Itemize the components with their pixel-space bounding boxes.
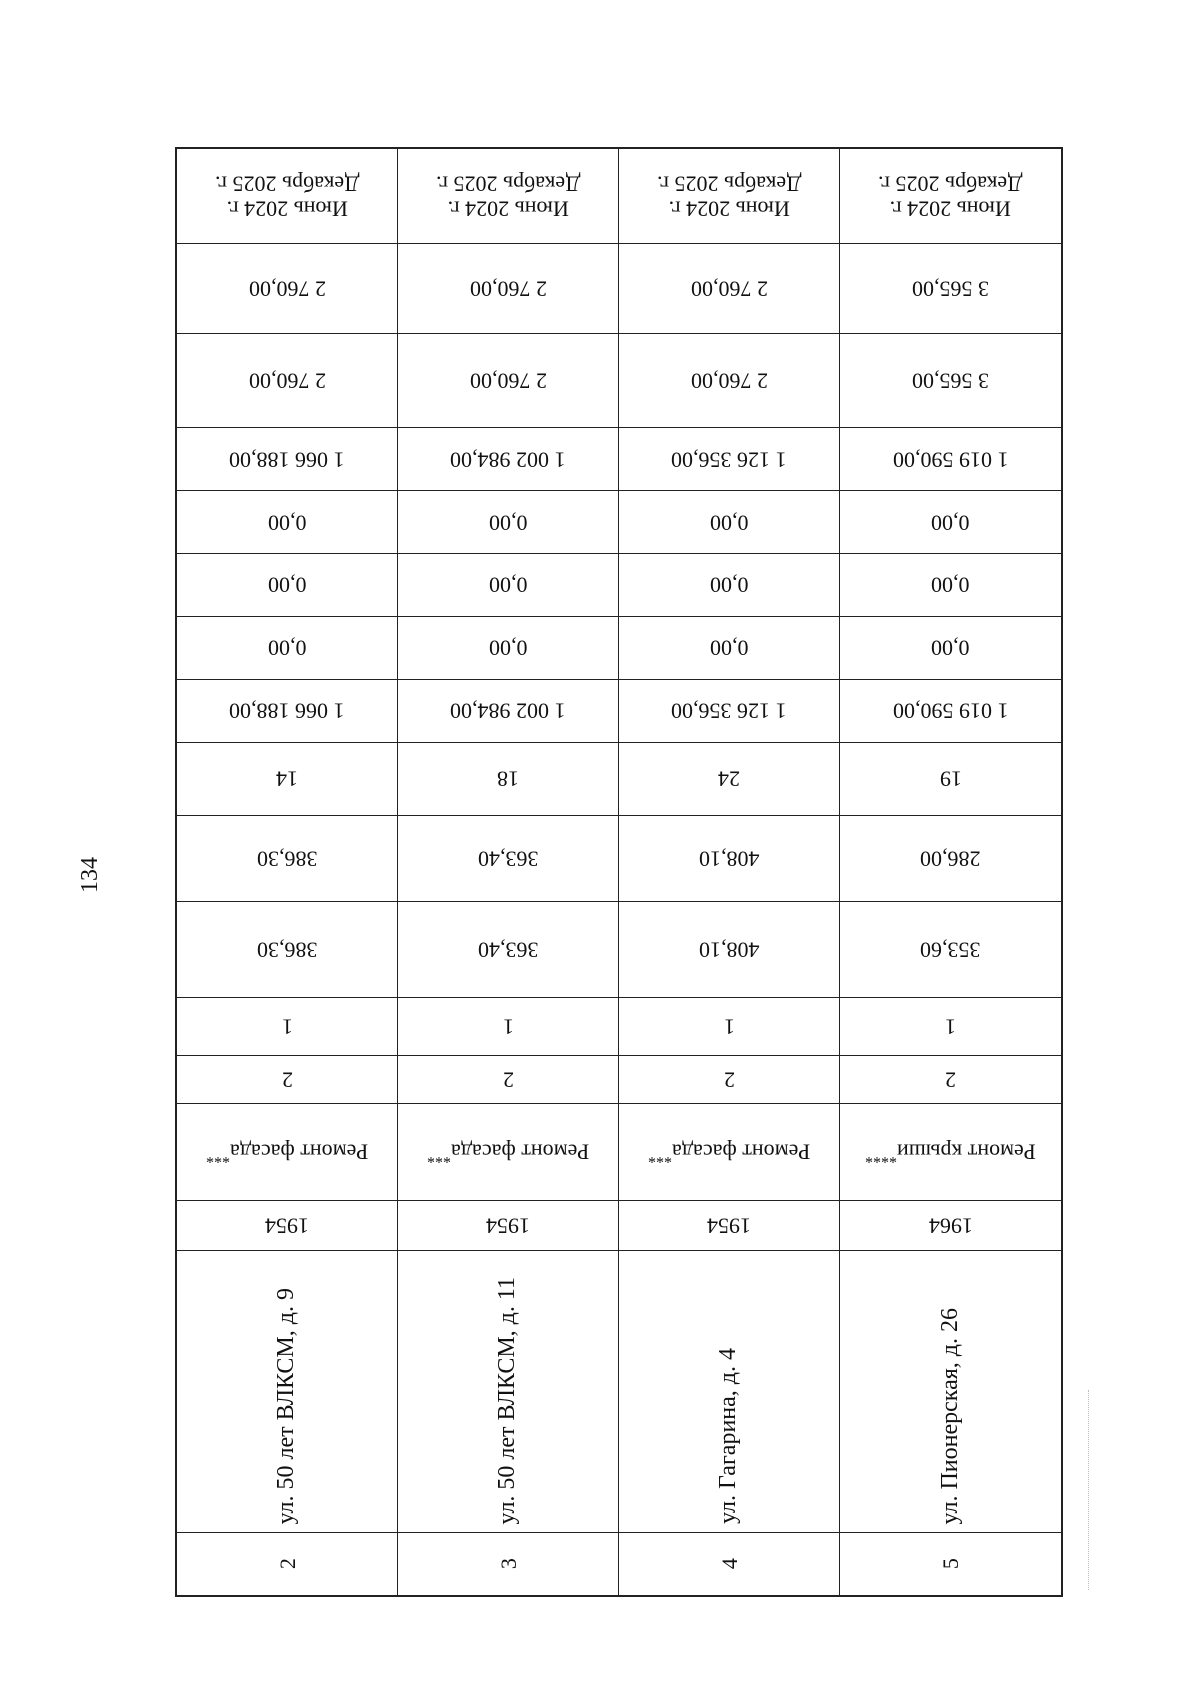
count-cell (840, 743, 1061, 816)
address-value: ул. 50 лет ВЛКСМ, д. 9 (273, 1287, 300, 1525)
row-number: 5 (937, 1558, 963, 1570)
count-value: 18 (497, 766, 519, 792)
limit-cost-cell (398, 334, 619, 429)
entrances-cell (619, 998, 840, 1056)
floors-cell (177, 1056, 398, 1104)
work-type-value: Ремонт фасада (671, 1138, 811, 1164)
entrances-value: 1 (281, 1014, 293, 1040)
limit-cost-cell (840, 334, 1061, 429)
limit-cost-cell (619, 334, 840, 429)
period-start: Июнь 2024 г. (447, 196, 569, 222)
area-value: 408,10 (698, 846, 760, 872)
unit-cost-value: 2 760,00 (469, 275, 547, 301)
zero-value: 0,00 (267, 509, 307, 535)
entrances-value: 1 (723, 1014, 735, 1040)
total-cost-value: 1 019 590,00 (892, 698, 1009, 724)
year-value: 1954 (486, 1212, 530, 1238)
total-area-cell (840, 902, 1061, 998)
zero-cell (398, 491, 619, 554)
year-cell (619, 1201, 840, 1251)
total-cost-cell (619, 680, 840, 743)
unit-cost-value: 3 565,00 (912, 275, 989, 301)
unit-cost-cell (619, 244, 840, 334)
total-cost-value: 1 002 984,00 (450, 698, 566, 724)
zero-cell (177, 554, 398, 617)
year-value: 1954 (707, 1212, 751, 1238)
zero-cell (619, 491, 840, 554)
zero-value: 0,00 (267, 635, 307, 661)
area-cell (177, 816, 398, 903)
row-number-cell (177, 1533, 398, 1595)
total-cost-value: 1 066 188,00 (229, 698, 345, 724)
page-number: 134 (76, 857, 103, 893)
repair-schedule-table (175, 147, 1063, 1597)
limit-cost-cell (177, 334, 398, 429)
address-cell (619, 1251, 840, 1533)
year-cell (398, 1201, 619, 1251)
zero-cell (840, 491, 1061, 554)
work-type-value: Ремонт фасада (229, 1138, 369, 1164)
zero-cell (619, 554, 840, 617)
area-cell (398, 816, 619, 903)
entrances-cell (840, 998, 1061, 1056)
count-value: 19 (939, 766, 962, 792)
total-area-cell (398, 902, 619, 998)
total-cost-cell (398, 680, 619, 743)
floors-cell (398, 1056, 619, 1104)
address-value: ул. Гагарина, д. 4 (715, 1348, 742, 1525)
address-value: ул. 50 лет ВЛКСМ, д. 11 (494, 1276, 521, 1525)
area-value: 363,40 (477, 846, 539, 872)
footnote-stars: *** (205, 1148, 230, 1166)
zero-value: 0,00 (267, 572, 307, 598)
floors-value: 2 (281, 1067, 293, 1093)
total-cost-cell (840, 680, 1061, 743)
zero-cell (840, 617, 1061, 680)
footnote-stars: *** (426, 1148, 451, 1166)
fund-total-value: 1 066 188,00 (229, 446, 345, 472)
fund-total-value: 1 002 984,00 (450, 446, 566, 472)
limit-cost-value: 2 760,00 (248, 368, 326, 394)
unit-cost-value: 2 760,00 (690, 275, 768, 301)
total-area-cell (619, 902, 840, 998)
period-start: Июнь 2024 г. (889, 196, 1012, 222)
address-cell (177, 1251, 398, 1533)
zero-value: 0,00 (709, 509, 749, 535)
count-cell (619, 743, 840, 816)
work-type-value: Ремонт крыши (897, 1138, 1036, 1164)
row-number: 3 (495, 1558, 521, 1570)
zero-cell (398, 617, 619, 680)
row-number-cell (619, 1533, 840, 1595)
floors-value: 2 (945, 1067, 956, 1093)
period-start: Июнь 2024 г. (668, 196, 790, 222)
zero-cell (840, 554, 1061, 617)
period-cell (398, 149, 619, 244)
period-end: Декабрь 2025 г. (656, 170, 802, 196)
period-end: Декабрь 2025 г. (435, 170, 581, 196)
unit-cost-cell (398, 244, 619, 334)
unit-cost-value: 2 760,00 (248, 275, 326, 301)
floors-value: 2 (723, 1067, 735, 1093)
floors-value: 2 (502, 1067, 514, 1093)
unit-cost-cell (177, 244, 398, 334)
period-start: Июнь 2024 г. (226, 196, 348, 222)
period-cell (177, 149, 398, 244)
zero-cell (177, 491, 398, 554)
area-value: 386,30 (256, 846, 318, 872)
entrances-value: 1 (945, 1014, 956, 1040)
floors-cell (619, 1056, 840, 1104)
zero-cell (177, 617, 398, 680)
address-value: ул. Пионерская, д. 26 (936, 1307, 963, 1525)
period-end: Декабрь 2025 г. (878, 170, 1023, 196)
row-number-cell (398, 1533, 619, 1595)
fund-total-value: 1 019 590,00 (892, 446, 1009, 472)
entrances-cell (398, 998, 619, 1056)
total-area-value: 353,60 (920, 937, 981, 963)
total-cost-cell (177, 680, 398, 743)
work-type-cell (619, 1104, 840, 1201)
address-cell (398, 1251, 619, 1533)
floors-cell (840, 1056, 1061, 1104)
row-number: 4 (716, 1558, 742, 1570)
period-cell (619, 149, 840, 244)
footnote-stars: **** (865, 1148, 898, 1166)
year-value: 1964 (928, 1212, 973, 1238)
count-cell (398, 743, 619, 816)
entrances-cell (177, 998, 398, 1056)
total-cost-value: 1 126 356,00 (671, 698, 787, 724)
zero-value: 0,00 (931, 509, 970, 535)
year-cell (840, 1201, 1061, 1251)
row-number: 2 (274, 1558, 300, 1570)
area-value: 286,00 (920, 846, 981, 872)
work-type-cell (177, 1104, 398, 1201)
zero-value: 0,00 (488, 635, 528, 661)
zero-value: 0,00 (931, 635, 970, 661)
limit-cost-value: 2 760,00 (690, 368, 768, 394)
year-value: 1954 (265, 1212, 309, 1238)
year-cell (177, 1201, 398, 1251)
fund-total-cell (177, 428, 398, 491)
total-area-value: 386,30 (256, 937, 318, 963)
fund-total-cell (840, 428, 1061, 491)
zero-value: 0,00 (709, 635, 749, 661)
total-area-value: 408,10 (698, 937, 760, 963)
zero-value: 0,00 (488, 509, 528, 535)
fund-total-cell (398, 428, 619, 491)
fund-total-value: 1 126 356,00 (671, 446, 787, 472)
footnote-stars: *** (647, 1148, 672, 1166)
zero-value: 0,00 (709, 572, 749, 598)
total-area-value: 363,40 (477, 937, 539, 963)
work-type-cell (398, 1104, 619, 1201)
period-end: Декабрь 2025 г. (214, 170, 360, 196)
limit-cost-value: 3 565,00 (912, 368, 989, 394)
area-cell (840, 816, 1061, 903)
limit-cost-value: 2 760,00 (469, 368, 547, 394)
count-value: 24 (718, 766, 740, 792)
work-type-value: Ремонт фасада (450, 1138, 590, 1164)
entrances-value: 1 (502, 1014, 514, 1040)
zero-value: 0,00 (488, 572, 528, 598)
count-cell (177, 743, 398, 816)
zero-cell (619, 617, 840, 680)
zero-value: 0,00 (931, 572, 970, 598)
unit-cost-cell (840, 244, 1061, 334)
address-cell (840, 1251, 1061, 1533)
row-number-cell (840, 1533, 1061, 1595)
scan-margin-mark (1088, 1390, 1091, 1590)
total-area-cell (177, 902, 398, 998)
fund-total-cell (619, 428, 840, 491)
work-type-cell (840, 1104, 1061, 1201)
period-cell (840, 149, 1061, 244)
count-value: 14 (276, 766, 298, 792)
area-cell (619, 816, 840, 903)
zero-cell (398, 554, 619, 617)
